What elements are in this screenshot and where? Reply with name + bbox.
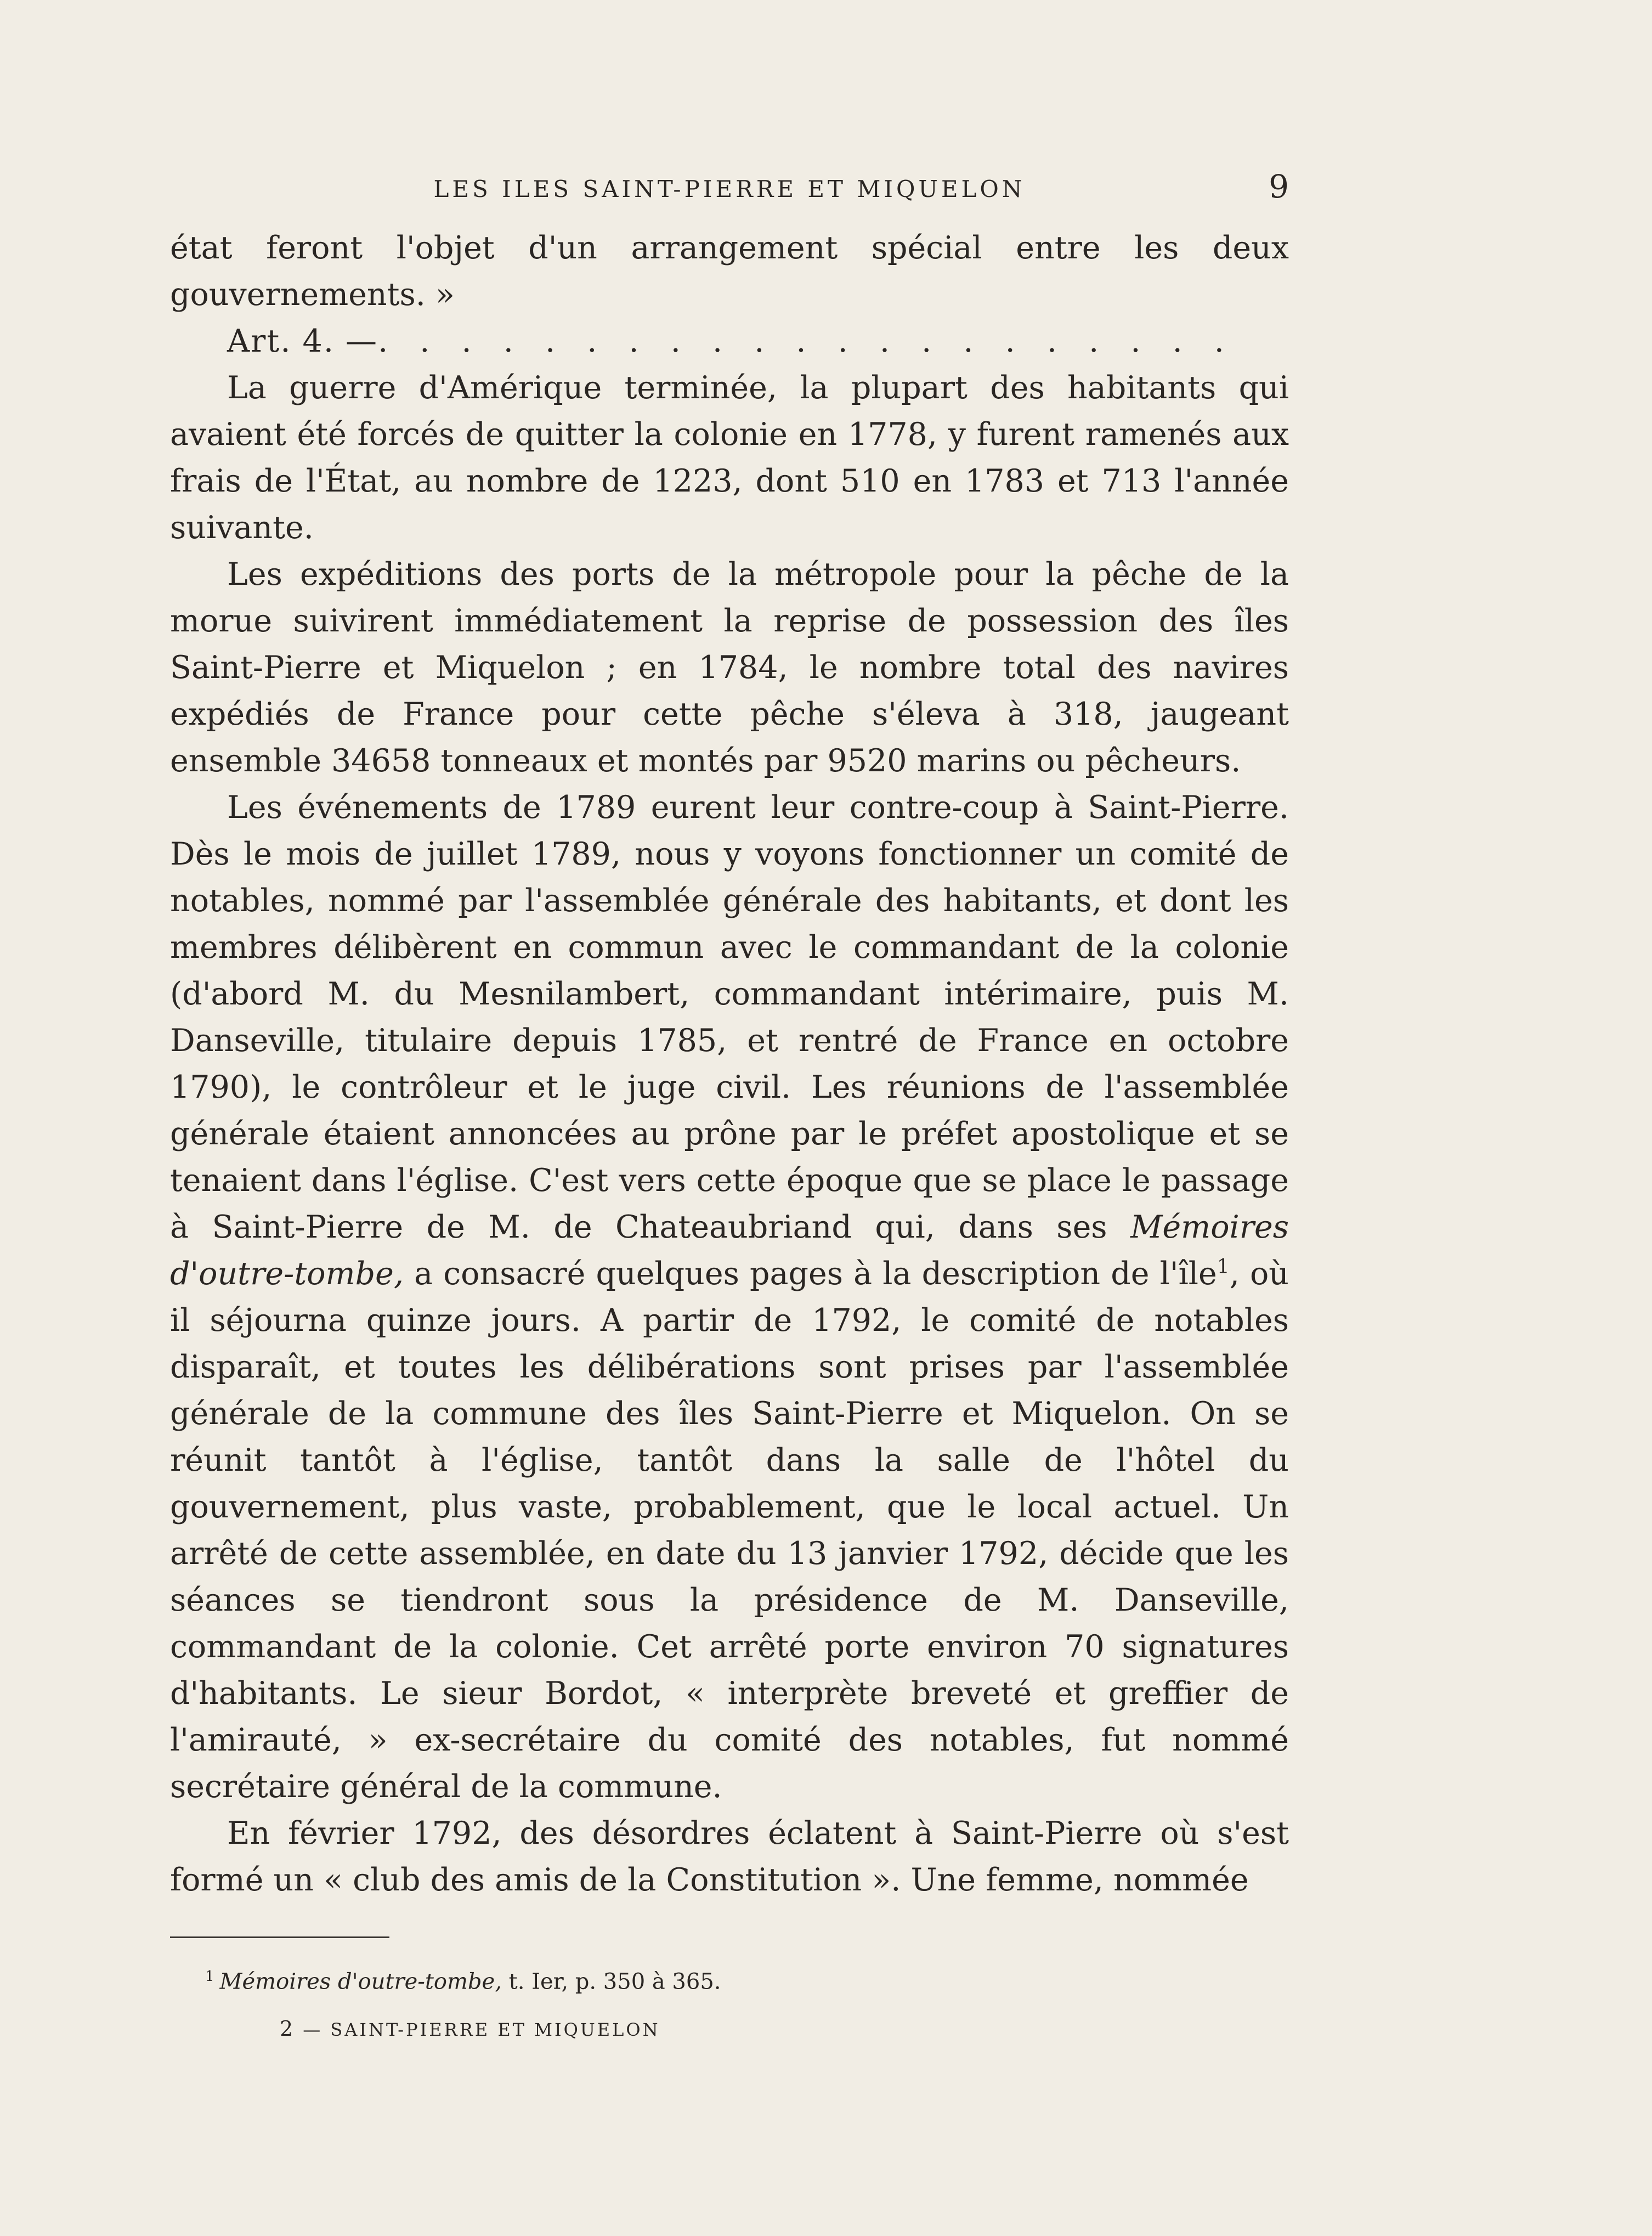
paragraph-text: a consacré quelques pages à la description de l'île <box>403 1256 1217 1292</box>
printer-signature <box>170 2017 1289 2041</box>
paragraph-text: Les événements de 1789 eurent leur contre-coup à Saint-Pierre. Dès le mois de juillet 1789, nous y voyons fonctionner un comité de notables, nommé par l'assemblée générale des habitants, et dont les membres délibèrent en commun avec le commandant de la colonie (d'abord M. du Mesnilambert, commandant intérimaire, puis M. Danseville, titulaire depuis 1785, et rentré de France en octobre 1790), le contrôleur et le juge civil. Les réunions de l'assemblée générale étaient annoncées au prône par le préfet apostolique et se tenaient dans l'église. C'est vers cette époque que se place le passage à Saint-Pierre de M. de Chateaubriand qui, dans ses <box>170 789 1289 1245</box>
footnote-text: t. Ier, p. 350 à 365. <box>501 1969 721 1995</box>
paragraph-continuation: état feront l'objet d'un arrangement spécial entre les deux gouvernements. » <box>170 230 1289 313</box>
footnote-reference[interactable]: 1 <box>1217 1256 1230 1278</box>
signature-text: — SAINT-PIERRE ET MIQUELON <box>303 2019 660 2041</box>
footnote <box>170 1960 1289 1998</box>
footnote-mark: 1 <box>205 1968 214 1985</box>
book-title-italic: Mémoires d'outre-tombe, <box>170 1209 1289 1292</box>
article-heading: Art. 4. — <box>227 323 378 359</box>
running-title: LES ILES SAINT-PIERRE ET MIQUELON <box>433 176 1026 202</box>
paragraph-american-war: La guerre d'Amérique terminée, la plupart des habitants qui avaient été forcés de quitter la colonie en 1778, y furent ramenés aux frais de l'État, au nombre de 1223, dont 510 en 1783 et 713 l'année suivante. <box>170 370 1289 546</box>
paragraph-revolution-events <box>170 784 1289 1810</box>
document-page <box>170 165 1289 2041</box>
signature-number: 2 <box>280 2017 293 2041</box>
running-header <box>170 165 1289 225</box>
footnote-book-title: Mémoires d'outre-tombe, <box>219 1969 502 1995</box>
paragraph-text: , où il séjourna quinze jours. A partir de 1792, le comité de notables disparaît, et toutes les délibérations sont prises par l'assemblée générale de la commune des îles Saint-Pierre et Miquelon. On se réunit tantôt à l'église, tantôt dans la salle de l'hôtel du gouvernement, plus vaste, probablement, que le local actuel. Un arrêté de cette assemblée, en date du 13 janvier 1792, décide que les séances se tiendront sous la présidence de M. Danseville, commandant de la colonie. Cet arrêté porte environ 70 signatures d'habitants. Le sieur Bordot, « interprète breveté et greffier de l'amirauté, » ex-secrétaire du comité des notables, fut nommé secrétaire général de la commune. <box>170 1256 1289 1805</box>
paragraph-february-1792: En février 1792, des désordres éclatent à Saint-Pierre où s'est formé un « club des amis de la Constitution ». Une femme, nommée <box>170 1815 1289 1898</box>
body-text <box>170 225 1289 1904</box>
article-elision-dots: . . . . . . . . . . . . . . . . . . . . . <box>378 323 1235 359</box>
page-number: 9 <box>1269 168 1289 205</box>
footnote-divider <box>170 1936 389 1938</box>
paragraph-fishing-expeditions: Les expéditions des ports de la métropole pour la pêche de la morue suivirent immédiatement la reprise de possession des îles Saint-Pierre et Miquelon ; en 1784, le nombre total des navires expédiés de France pour cette pêche s'éleva à 318, jaugeant ensemble 34658 tonneaux et montés par 9520 marins ou pêcheurs. <box>170 556 1289 779</box>
article-line <box>170 318 1289 365</box>
